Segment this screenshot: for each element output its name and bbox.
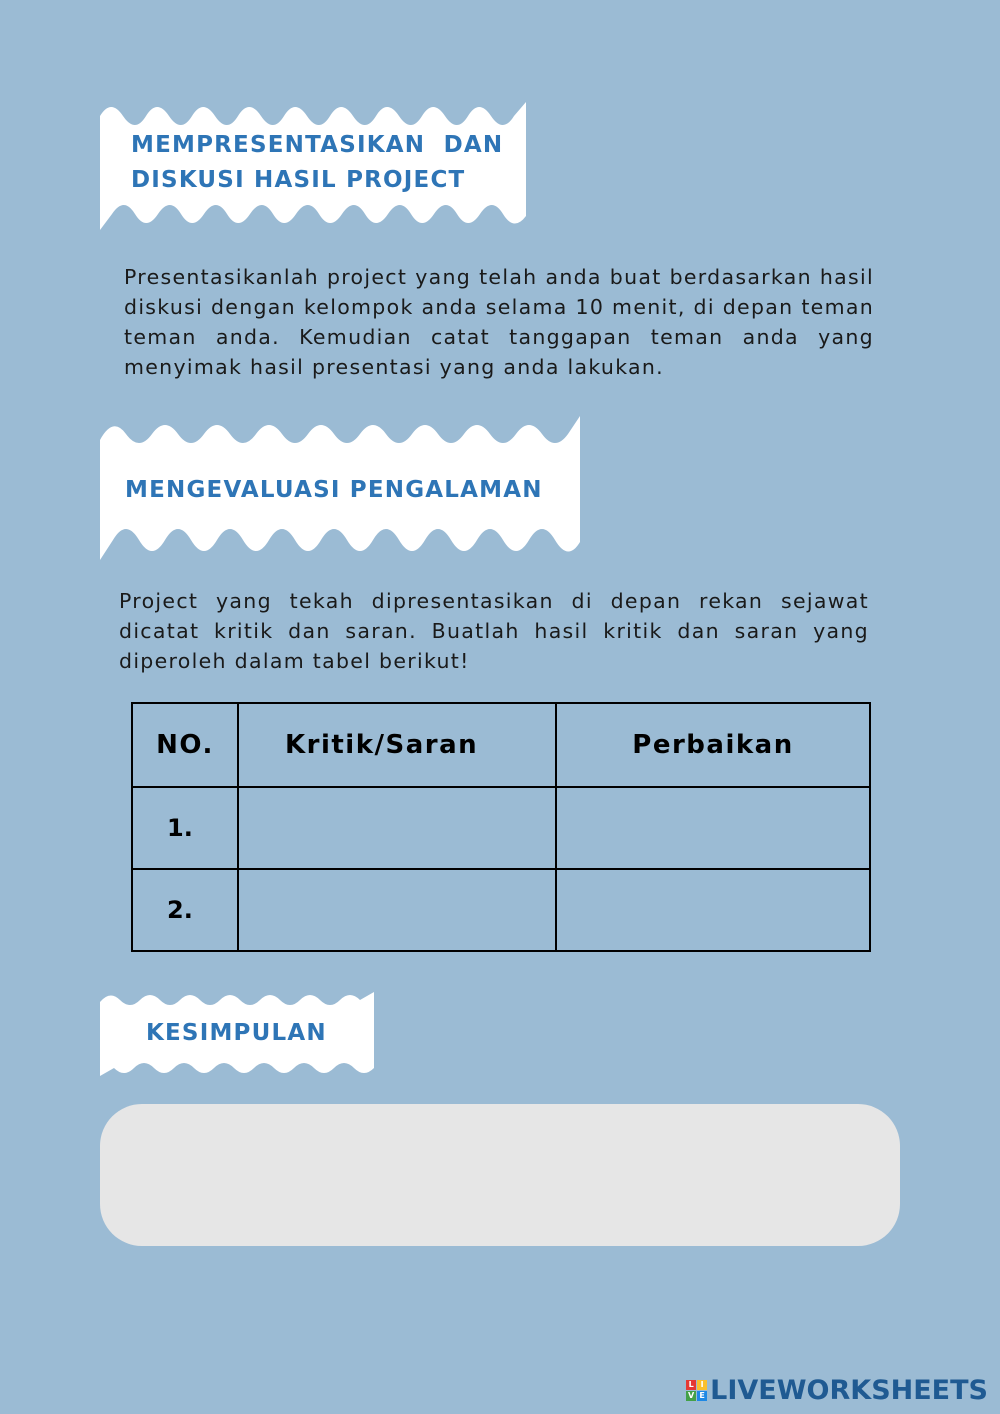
liveworksheets-logo-icon: L I V E: [686, 1380, 707, 1401]
perbaikan-input[interactable]: [556, 869, 870, 951]
kritik-saran-input[interactable]: [238, 869, 556, 951]
banner-section-1: [100, 98, 526, 232]
section-1-title-line-2: DISKUSI HASIL PROJECT: [131, 167, 466, 193]
section-1-title: [131, 128, 503, 198]
section-2-title: MENGEVALUASI PENGALAMAN: [125, 477, 543, 503]
header-perbaikan: Perbaikan: [556, 703, 870, 787]
table-row: [132, 869, 870, 951]
section-1-paragraph: Presentasikanlah project yang telah anda buat berdasarkan hasil diskusi dengan kelompok anda selama 10 menit, di depan teman teman anda. Kemudian catat tanggapan teman anda yang menyimak hasil presentasi yang anda lakukan.: [124, 265, 874, 379]
section-2-paragraph: Project yang tekah dipresentasikan di depan rekan sejawat dicatat kritik dan saran. Buatlah hasil kritik dan saran yang diperoleh dalam tabel berikut!: [119, 589, 869, 673]
table-header-row: [132, 703, 870, 787]
liveworksheets-logo: [686, 1372, 988, 1408]
section-1-title-line-1: MEMPRESENTASIKAN DAN: [131, 132, 504, 158]
header-no: NO.: [132, 703, 238, 787]
row-number: 2.: [132, 869, 238, 951]
perbaikan-input[interactable]: [556, 787, 870, 869]
liveworksheets-logo-text: LIVEWORKSHEETS: [710, 1374, 988, 1406]
critique-table: [131, 702, 871, 952]
kritik-saran-input[interactable]: [238, 787, 556, 869]
table-row: [132, 787, 870, 869]
banner-section-3: [100, 990, 374, 1078]
header-kritik-saran: Kritik/Saran: [238, 703, 556, 787]
kesimpulan-answer-box[interactable]: [100, 1104, 900, 1246]
row-number: 1.: [132, 787, 238, 869]
section-3-title: KESIMPULAN: [146, 1020, 327, 1046]
banner-section-2: [100, 412, 580, 562]
